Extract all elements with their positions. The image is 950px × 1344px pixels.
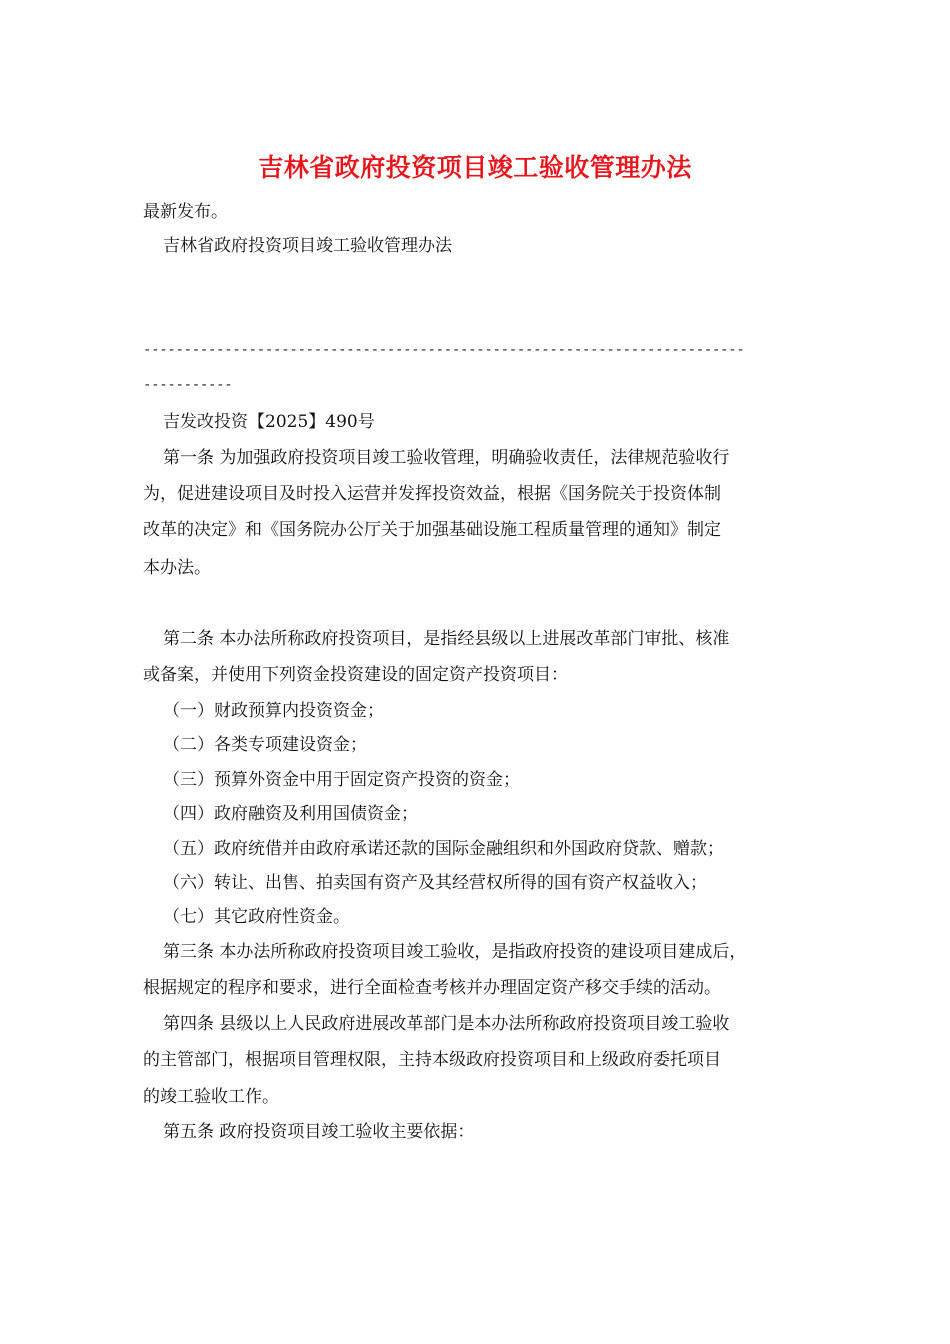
article-5-line-1: 第五条 政府投资项目竣工验收主要依据： <box>163 1122 475 1142</box>
article-1-line-1: 第一条 为加强政府投资项目竣工验收管理，明确验收责任，法律规范验收行 <box>163 448 730 468</box>
article-4-line-3: 的竣工验收工作。 <box>143 1087 279 1107</box>
list-item-3: （三）预算外资金中用于固定资产投资的资金； <box>163 770 520 790</box>
list-item-7: （七）其它政府性资金。 <box>163 907 350 927</box>
separator-line-continued: ----------- <box>143 377 233 393</box>
article-3-line-2: 根据规定的程序和要求，进行全面检查考核并办理固定资产移交手续的活动。 <box>143 978 721 998</box>
article-3-line-1: 第三条 本办法所称政府投资项目竣工验收，是指政府投资的建设项目建成后， <box>163 942 747 962</box>
article-4-line-1: 第四条 县级以上人民政府进展改革部门是本办法所称政府投资项目竣工验收 <box>163 1014 730 1034</box>
document-title: 吉林省政府投资项目竣工验收管理办法 <box>258 153 692 182</box>
article-1-line-4: 本办法。 <box>143 558 211 578</box>
subtitle-line: 吉林省政府投资项目竣工验收管理办法 <box>163 236 452 256</box>
article-1-line-3: 改革的决定》和《国务院办公厅关于加强基础设施工程质量管理的通知》制定 <box>143 520 721 540</box>
document-number: 吉发改投资【2025】490号 <box>163 412 375 432</box>
article-4-line-2: 的主管部门，根据项目管理权限，主持本级政府投资项目和上级政府委托项目 <box>143 1050 721 1070</box>
list-item-4: （四）政府融资及利用国债资金； <box>163 804 418 824</box>
list-item-6: （六）转让、出售、拍卖国有资产及其经营权所得的国有资产权益收入； <box>163 873 707 893</box>
article-1-line-2: 为，促进建设项目及时投入运营并发挥投资效益，根据《国务院关于投资体制 <box>143 484 721 504</box>
intro-line: 最新发布。 <box>143 202 228 222</box>
list-item-5: （五）政府统借并由政府承诺还款的国际金融组织和外国政府贷款、赠款； <box>163 839 724 859</box>
separator-line: -------------------------------------------------------------------------- <box>143 342 745 358</box>
article-2-line-1: 第二条 本办法所称政府投资项目，是指经县级以上进展改革部门审批、核准 <box>163 629 730 649</box>
article-2-line-2: 或备案，并使用下列资金投资建设的固定资产投资项目： <box>143 665 568 685</box>
list-item-2: （二）各类专项建设资金； <box>163 735 367 755</box>
list-item-1: （一）财政预算内投资资金； <box>163 701 384 721</box>
